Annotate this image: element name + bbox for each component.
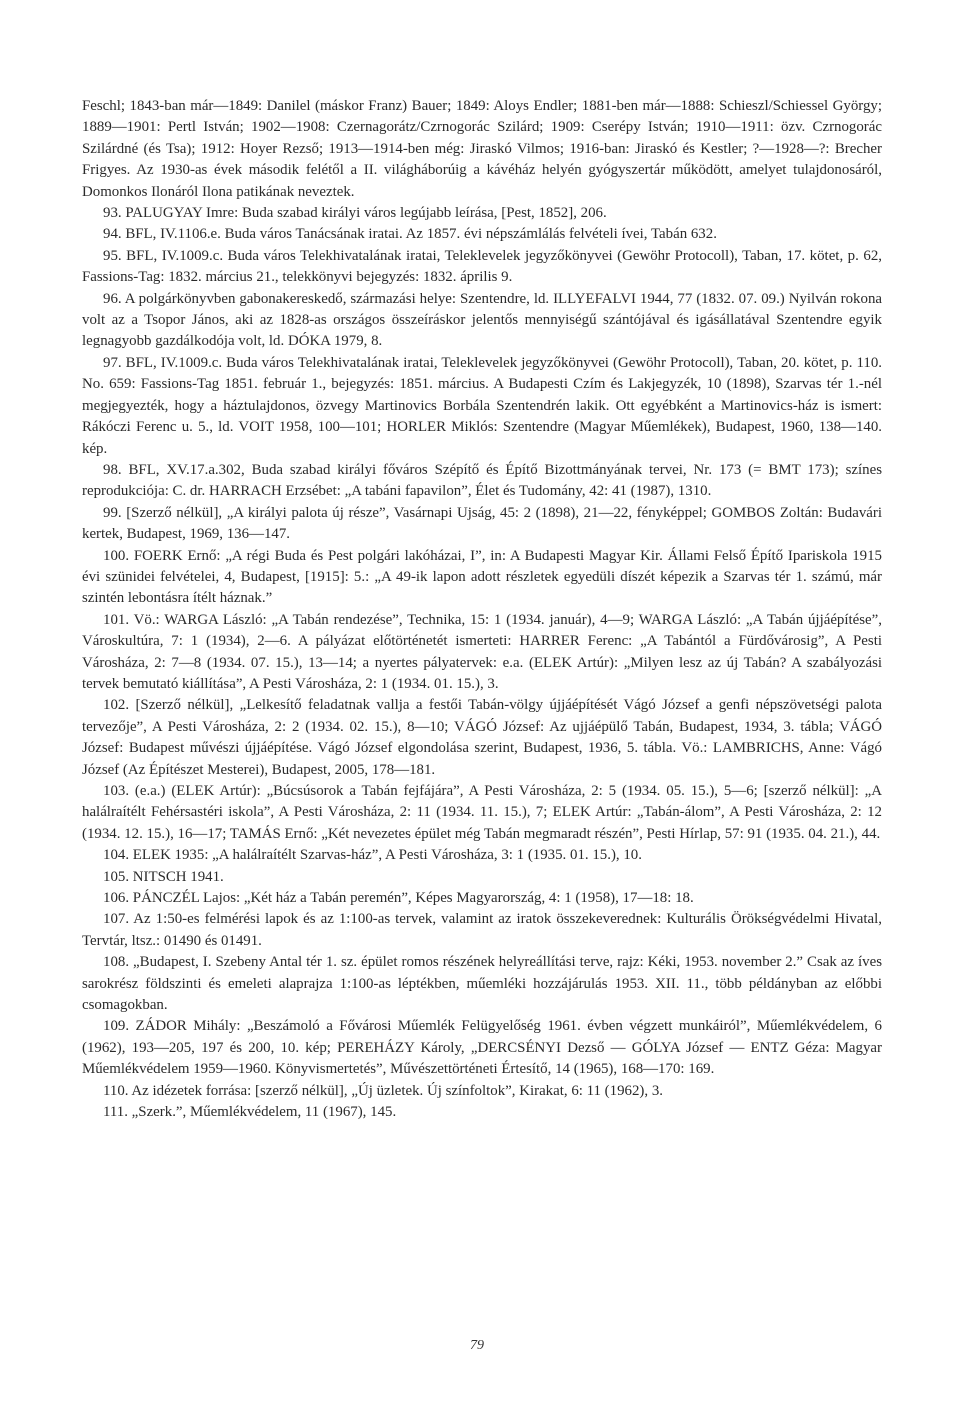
footnote-100: 100. FOERK Ernő: „A régi Buda és Pest polgári lakóházai, I”, in: A Budapesti Magyar Kir. Állami Felső Építő Ipariskola 1915 évi szünidei felvételei, 4, Budapest, [1915]: 5.: „A 49-ik lapon adott részletek egyedüli díszét képezik a Szarvas tér 1. számú, már szintén lebontásra ítélt háznak.” [82, 547, 882, 607]
footnote-106: 106. PÁNCZÉL Lajos: „Két ház a Tabán peremén”, Képes Magyarország, 4: 1 (1958), 17—18: 18. [103, 890, 694, 907]
footnote-103: 103. (e.a.) (ELEK Artúr): „Búcsúsorok a Tabán fejfájára”, A Pesti Városháza, 2: 5 (1934. 05. 15.), 5—6; [szerző nélkül]: „A halálraítélt Fehérsastéri iskola”, A Pesti Városháza, 2: 11 (1934. 11. 15.), 7; ELEK Artúr: „Tabán-álom”, A Pesti Városháza, 2: 12 (1934. 12. 15.), 16—17; TAMÁS Ernő: „Két nevezetes épület még Tabán megmaradt részén”, Pesti Hírlap, 57: 91 (1935. 04. 21.), 44. [82, 783, 882, 842]
continued-footnote: Feschl; 1843-ban már—1849: Danilel (máskor Franz) Bauer; 1849: Aloys Endler; 1881-ben már—1888: Schieszl/Schiessel György; 1889—1901: Pertl István; 1902—1908: Czernagorátz/Czrnogorác Szilárd; 1909: Cserépy István; 1910—1911: özv. Czrnogorác Szilárdné (és Tsa); 1912: Hoyer Rezső; 1913—1914-ben még: Jiraskó Vilmos; 1916-ban: Jiraskó és Kestler; ?—1928—?: Brecher Frigyes. Az 1930-as évek második felétől a II. világháborúig a kávéház helyén gyógyszertár működött, amelyet tulajdonosáról, Domonkos Ilonáról Ilona patikának neveztek. [82, 98, 882, 200]
footnote-97: 97. BFL, IV.1009.c. Buda város Telekhivatalának iratai, Teleklevelek jegyzőkönyvei (Gewöhr Protocoll), Taban, 20. kötet, p. 110. No. 659: Fassions-Tag 1851. február 1., bejegyzés: 1851. március. A Budapesti Czím és Lakjegyzék, 10 (1898), Szarvas tér 1.-nél megjegyezték, hogy a háztulajdonos, özvegy Martinovics Borbála Szentendrén lakik. Ott egyébként a Martinovics-ház is ismert: Rákóczi Ferenc u. 5., ld. VOIT 1958, 100—101; HORLER Miklós: Szentendre (Magyar Műemlékek), Budapest, 1960, 138—140. kép. [82, 354, 882, 457]
footnote-104: 104. ELEK 1935: „A halálraítélt Szarvas-ház”, A Pesti Városháza, 3: 1 (1935. 01. 15.), 10. [103, 847, 642, 864]
footnote-93: 93. PALUGYAY Imre: Buda szabad királyi város legújabb leírása, [Pest, 1852], 206. [103, 205, 607, 222]
footnote-101: 101. Vö.: WARGA László: „A Tabán rendezése”, Technika, 15: 1 (1934. január), 4—9; WARGA László: „A Tabán újjáépítése”, Városkultúra, 7: 1 (1934), 2—6. A pályázat előtörténetét ismerteti: HARRER Ferenc: „A Tabántól a Fürdővárosig”, A Pesti Városháza, 2: 7—8 (1934. 07. 15.), 13—14; a nyertes pályatervek: e.a. (ELEK Artúr): „Milyen lesz az új Tabán? A szabályozási tervek bemutató kiállítása”, A Pesti Városháza, 2: 1 (1934. 01. 15.), 3. [82, 611, 882, 692]
footnote-109: 109. ZÁDOR Mihály: „Beszámoló a Fővárosi Műemlék Felügyelőség 1961. évben végzett munkáiról”, Műemlékvédelem, 6 (1962), 193—205, 197 és 200, 10. kép; PEREHÁZY Károly, „DERCSÉNYI Dezső — GÓLYA József — ENTZ Géza: Magyar Műemlékvédelem 1959—1960. Könyvismertetés”, Művészettörténeti Értesítő, 14 (1965), 168—170: 169. [82, 1018, 882, 1078]
footnotes-text-block [82, 96, 882, 1124]
footnote-99: 99. [Szerző nélkül], „A királyi palota új része”, Vasárnapi Ujság, 45: 2 (1898), 21—22, fényképpel; GOMBOS Zoltán: Budavári kertek, Budapest, 1969, 136—147. [82, 504, 882, 543]
footnote-95: 95. BFL, IV.1009.c. Buda város Telekhivatalának iratai, Teleklevelek jegyzőkönyvei (Gewöhr Protocoll), Taban, 17. kötet, p. 62, Fassions-Tag: 1832. március 21., telekkönyvi bejegyzés: 1832. április 9. [82, 247, 882, 286]
footnote-110: 110. Az idézetek forrása: [szerző nélkül], „Új üzletek. Új színfoltok”, Kirakat, 6: 11 (1962), 3. [103, 1082, 663, 1099]
footnote-102: 102. [Szerző nélkül], „Lelkesítő feladatnak vallja a festői Tabán-völgy újjáépítését Vágó József a genfi népszövetségi palota tervezője”, A Pesti Városháza, 2: 2 (1934. 02. 15.), 8—10; VÁGÓ József: Az ujjáépülő Tabán, Budapest, 1934, 3. tábla; VÁGÓ József: Budapest művészi újjáépítése. Vágó József elgondolása szerint, Budapest, 1936, 5. tábla. Vö.: LAMBRICHS, Anne: Vágó József (Az Építészet Mesterei), Budapest, 2005, 178—181. [82, 697, 882, 778]
footnote-96: 96. A polgárkönyvben gabonakereskedő, származási helye: Szentendre, ld. ILLYEFALVI 1944, 77 (1832. 07. 09.) Nyilván rokona volt az a Tsopor János, aki az 1828-as országos összeíráskor jelentős mennyiségű szántójával és igásállatával Szentendre egyik legnagyobb gazdálkodója volt, ld. DÓKA 1979, 8. [82, 290, 882, 350]
page-number: 79 [470, 1338, 484, 1353]
footnote-111: 111. „Szerk.”, Műemlékvédelem, 11 (1967), 145. [103, 1104, 397, 1121]
footnote-108: 108. „Budapest, I. Szebeny Antal tér 1. sz. épület romos részének helyreállítási terve, rajz: Kéki, 1953. november 2.” Csak az íves sarokrész földszinti és emeleti alaprajza 1:100-as léptékben, műemléki hozzájárulás 1953. XII. 11., több példányban az előbbi csomagokban. [82, 954, 882, 1014]
footnote-98: 98. BFL, XV.17.a.302, Buda szabad királyi főváros Szépítő és Építő Bizottmányának tervei, Nr. 173 (= BMT 173); színes reprodukciója: C. dr. HARRACH Erzsébet: „A tabáni fapavilon”, Élet és Tudomány, 42: 41 (1987), 1310. [82, 461, 882, 500]
footnote-94: 94. BFL, IV.1106.e. Buda város Tanácsának iratai. Az 1857. évi népszámlálás felvételi ívei, Tabán 632. [103, 226, 717, 243]
footnote-105: 105. NITSCH 1941. [103, 868, 224, 885]
footnote-107: 107. Az 1:50-es felmérési lapok és az 1:100-as tervek, valamint az iratok összekeverednek: Kulturális Örökségvédelmi Hivatal, Tervtár, ltsz.: 01490 és 01491. [82, 911, 882, 949]
